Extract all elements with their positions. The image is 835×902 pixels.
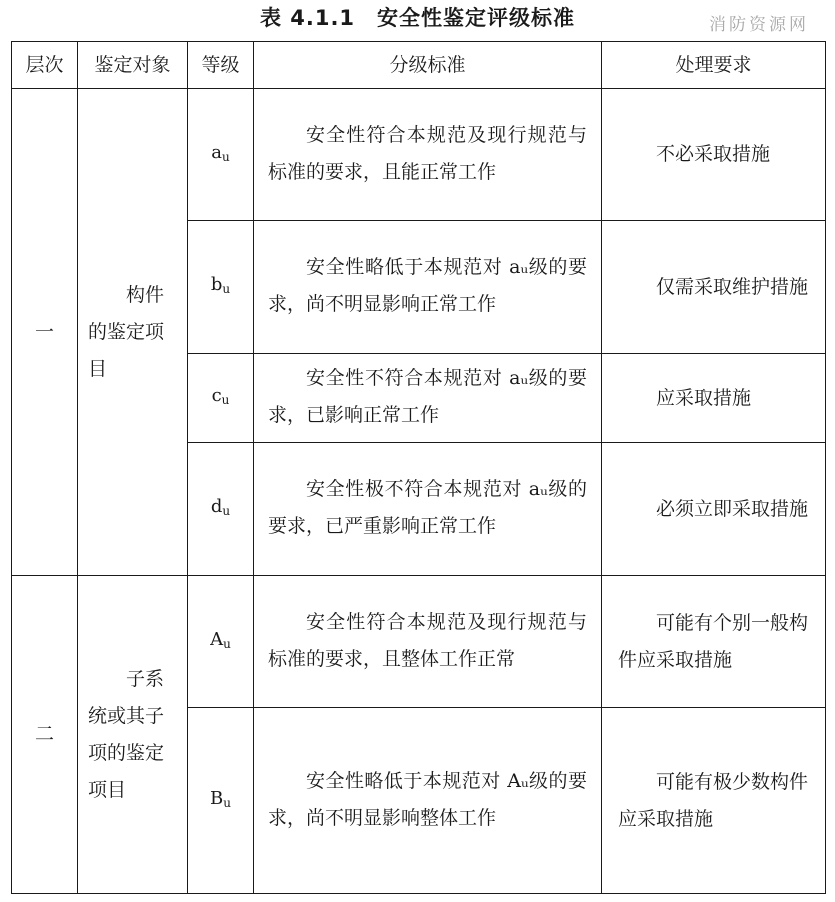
standard-cell: 安全性不符合本规范对 aᵤ级的要求，已影响正常工作 — [254, 354, 602, 443]
object-cell — [78, 89, 188, 576]
level-cell: 二 — [12, 576, 78, 894]
level-cell: 一 — [12, 89, 78, 576]
requirement-cell: 应采取措施 — [602, 354, 826, 443]
table-header-row — [12, 42, 826, 89]
object-text: 子系统或其子项的鉴定项目 — [88, 667, 165, 801]
grade-cell: $B_u$ — [188, 708, 254, 894]
standard-cell: 安全性略低于本规范对 Aᵤ级的要求，尚不明显影响整体工作 — [254, 708, 602, 894]
site-watermark: 消防资源网 — [709, 15, 809, 35]
header-level: 层次 — [12, 42, 78, 89]
grade-cell: $a_u$ — [188, 89, 254, 221]
table-title: 表 4.1.1 安全性鉴定评级标准 — [259, 6, 576, 30]
object-cell — [78, 576, 188, 894]
standard-cell: 安全性符合本规范及现行规范与标准的要求，且能正常工作 — [254, 89, 602, 221]
header-grade: 等级 — [188, 42, 254, 89]
requirement-cell: 仅需采取维护措施 — [602, 221, 826, 354]
grade-cell: $b_u$ — [188, 221, 254, 354]
standard-cell: 安全性符合本规范及现行规范与标准的要求，且整体工作正常 — [254, 576, 602, 708]
header-standard: 分级标准 — [254, 42, 602, 89]
standard-cell: 安全性极不符合本规范对 aᵤ级的要求，已严重影响正常工作 — [254, 443, 602, 576]
safety-rating-table — [11, 41, 826, 894]
table-row — [12, 89, 826, 221]
grade-cell: $c_u$ — [188, 354, 254, 443]
requirement-cell: 可能有个别一般构件应采取措施 — [602, 576, 826, 708]
object-text: 构件的鉴定项目 — [88, 283, 165, 380]
requirement-cell: 不必采取措施 — [602, 89, 826, 221]
header-object: 鉴定对象 — [78, 42, 188, 89]
grade-cell: $d_u$ — [188, 443, 254, 576]
table-row — [12, 576, 826, 708]
requirement-cell: 可能有极少数构件应采取措施 — [602, 708, 826, 894]
grade-cell: $A_u$ — [188, 576, 254, 708]
standard-cell: 安全性略低于本规范对 aᵤ级的要求，尚不明显影响正常工作 — [254, 221, 602, 354]
requirement-cell: 必须立即采取措施 — [602, 443, 826, 576]
header-requirement: 处理要求 — [602, 42, 826, 89]
